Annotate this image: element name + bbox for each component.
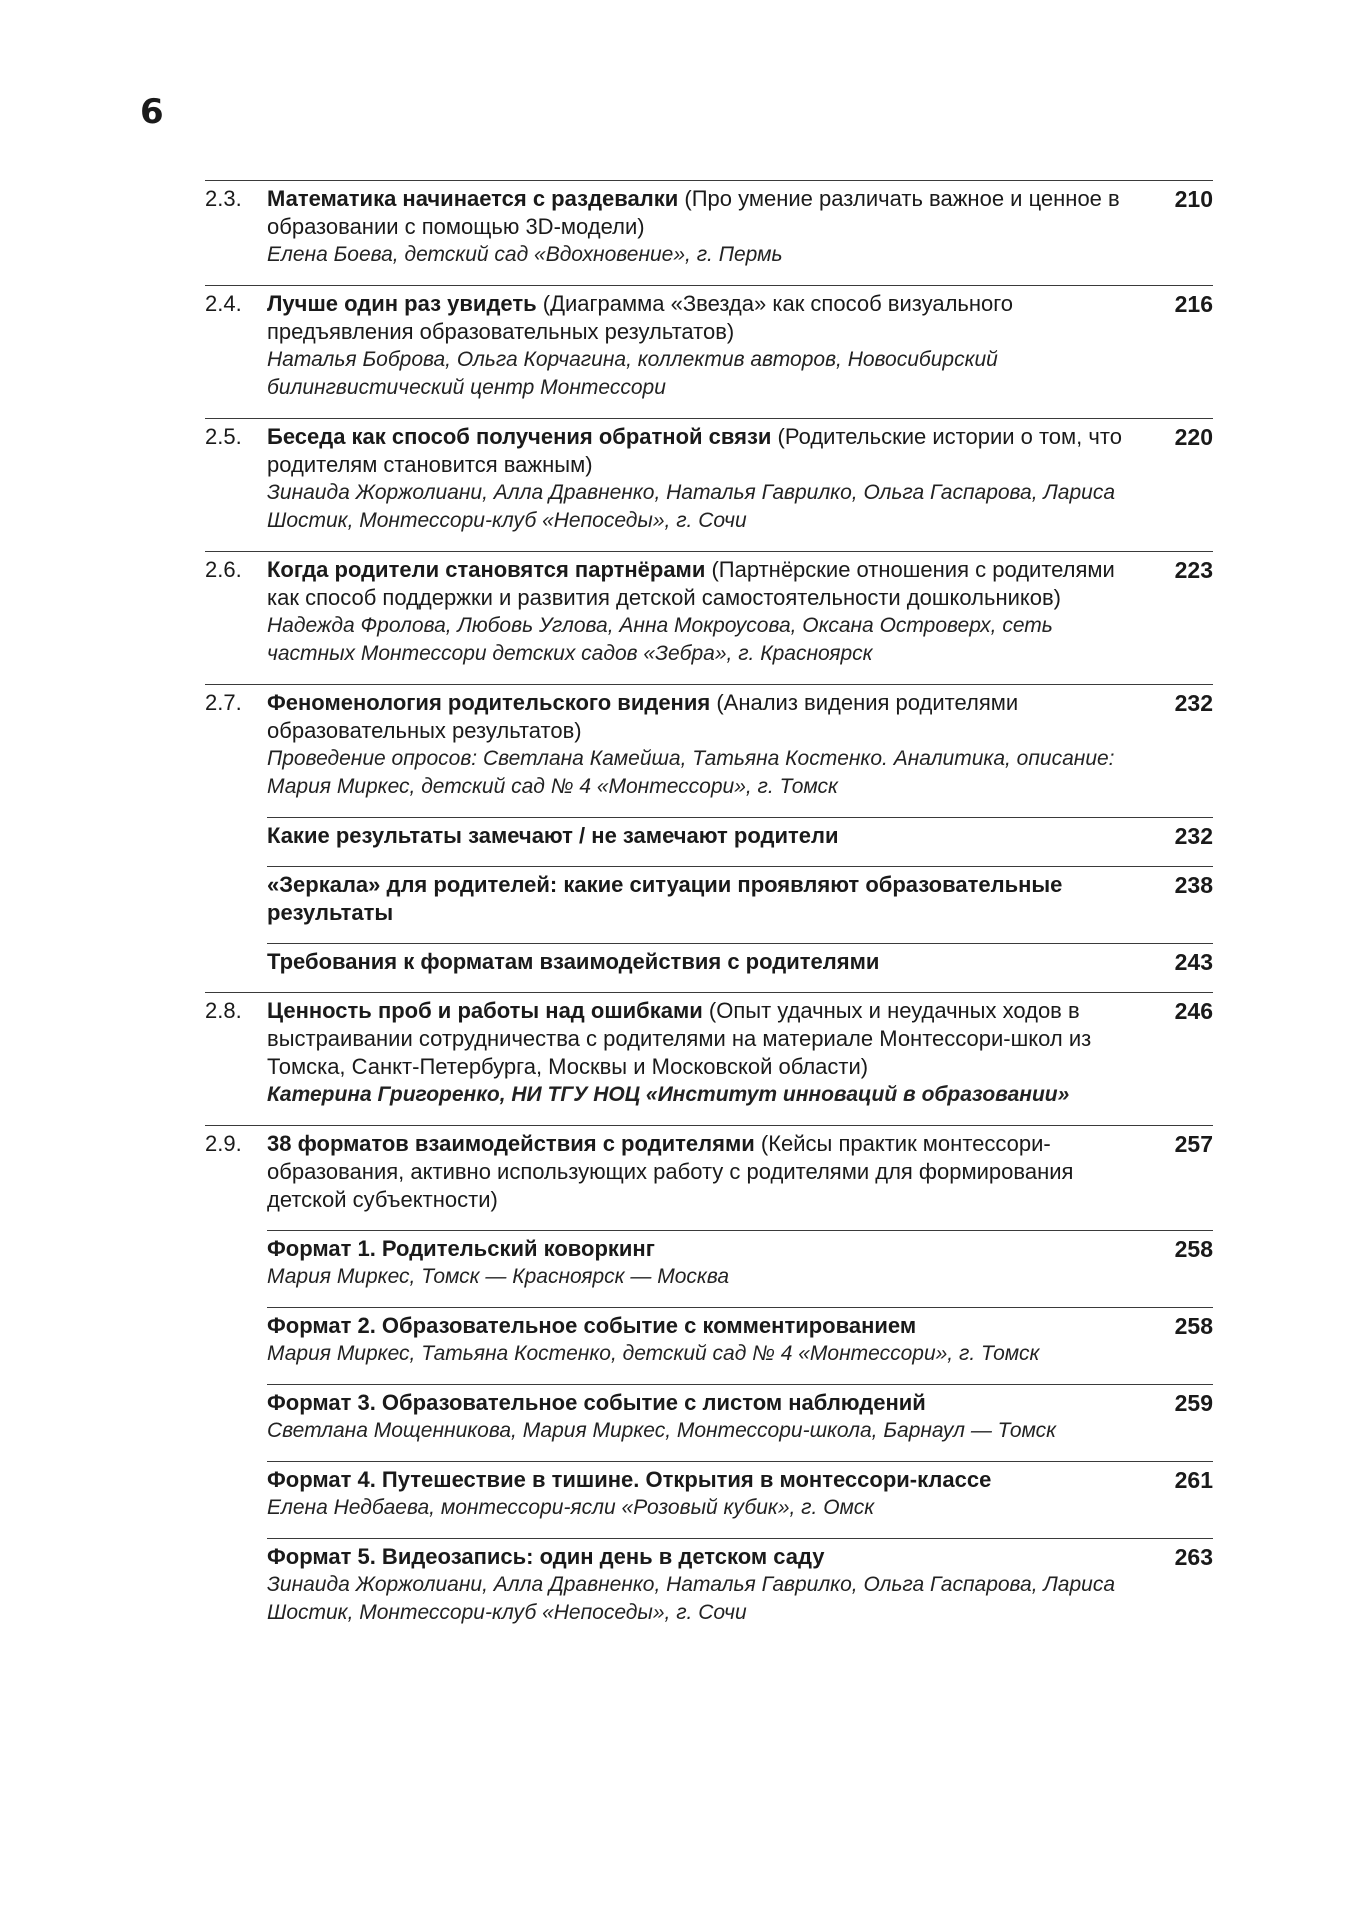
entry-body <box>267 1466 1143 1522</box>
entry-title: Математика начинается с раздевалки <box>267 186 679 211</box>
entry-body <box>267 423 1143 535</box>
entry-title: Беседа как способ получения обратной связи <box>267 424 772 449</box>
page-number: 6 <box>140 92 164 132</box>
entry-heading <box>267 290 1123 346</box>
section-number: 2.3. <box>205 186 242 211</box>
entry-title: Какие результаты замечают / не замечают родители <box>267 823 839 848</box>
entry-authors: Зинаида Жоржолиани, Алла Дравненко, Наталья Гаврилко, Ольга Гаспарова, Лариса Шостик, Монтессори-клуб «Непоседы», г. Сочи <box>267 1573 1116 1624</box>
entry-authors: Светлана Мощенникова, Мария Миркес, Монтессори-школа, Барнаул — Томск <box>267 1419 1057 1442</box>
entry-body <box>267 1130 1143 1214</box>
entry-body <box>267 1312 1143 1368</box>
entry-heading <box>267 997 1123 1081</box>
entry-page-number: 210 <box>1174 186 1213 212</box>
entry-title: Формат 3. Образовательное событие с листом наблюдений <box>267 1390 926 1415</box>
entry-description: (Анализ видения родителями образовательных результатов) <box>267 690 1019 743</box>
section-number: 2.6. <box>205 557 242 582</box>
section-number: 2.9. <box>205 1131 242 1156</box>
entry-heading <box>267 1130 1123 1214</box>
section-number: 2.5. <box>205 424 242 449</box>
entry-title: Феноменология родительского видения <box>267 690 711 715</box>
entry-heading <box>267 423 1123 479</box>
entry-body <box>267 871 1143 927</box>
toc-entry[interactable] <box>205 684 1213 817</box>
toc-subentry[interactable] <box>267 1538 1213 1643</box>
entry-body <box>267 1389 1143 1445</box>
entry-description: (Опыт удачных и неудачных ходов в выстраивании сотрудничества с родителями на материале Монтессори-школ из Томска, Санкт-Петербурга, Москвы и Московской области) <box>267 998 1092 1079</box>
toc-subentry[interactable] <box>267 1384 1213 1461</box>
entry-title: Лучше один раз увидеть <box>267 291 537 316</box>
entry-heading <box>267 1543 1123 1571</box>
entry-page-number: 246 <box>1174 998 1213 1024</box>
entry-body <box>267 1543 1143 1627</box>
entry-body <box>267 948 1143 976</box>
entry-description: (Родительские истории о том, что родителям становится важным) <box>267 424 1122 477</box>
entry-page-number: 238 <box>1174 872 1213 898</box>
entry-authors: Мария Миркес, Томск — Красноярск — Москва <box>267 1265 730 1288</box>
toc-entry[interactable] <box>205 180 1213 285</box>
entry-page-number: 257 <box>1174 1131 1213 1157</box>
entry-page-number: 216 <box>1174 291 1213 317</box>
section-number: 2.8. <box>205 998 242 1023</box>
entry-description: (Кейсы практик монтессори-образования, активно использующих работу с родителями для формирования детской субъектности) <box>267 1131 1074 1212</box>
entry-page-number: 261 <box>1174 1467 1213 1493</box>
entry-body <box>267 185 1143 269</box>
entry-title: Когда родители становятся партнёрами <box>267 557 706 582</box>
entry-title: Формат 1. Родительский коворкинг <box>267 1236 655 1261</box>
entry-heading <box>267 1312 1123 1340</box>
entry-description: (Партнёрские отношения с родителями как способ поддержки и развития детской самостоятельности дошкольников) <box>267 557 1115 610</box>
entry-page-number: 258 <box>1174 1236 1213 1262</box>
entry-title: Ценность проб и работы над ошибками <box>267 998 703 1023</box>
entry-heading <box>267 185 1123 241</box>
toc-entry[interactable] <box>205 1125 1213 1230</box>
entry-authors: Мария Миркес, Татьяна Костенко, детский сад № 4 «Монтессори», г. Томск <box>267 1342 1040 1365</box>
entry-page-number: 232 <box>1174 823 1213 849</box>
entry-body <box>267 290 1143 402</box>
entry-page-number: 263 <box>1174 1544 1213 1570</box>
toc-entry[interactable] <box>205 285 1213 418</box>
entry-description: (Про умение различать важное и ценное в образовании с помощью 3D-модели) <box>267 186 1120 239</box>
entry-heading <box>267 948 1123 976</box>
entry-heading <box>267 689 1123 745</box>
toc-subentry[interactable] <box>267 817 1213 866</box>
entry-body <box>267 689 1143 801</box>
entry-body <box>267 997 1143 1109</box>
toc-entry[interactable] <box>205 992 1213 1125</box>
entry-heading <box>267 1466 1123 1494</box>
entry-body <box>267 556 1143 668</box>
entry-authors: Проведение опросов: Светлана Камейша, Татьяна Костенко. Аналитика, описание: Мария Миркес, детский сад № 4 «Монтессори», г. Томск <box>267 747 1115 798</box>
entry-title: Формат 5. Видеозапись: один день в детском саду <box>267 1544 825 1569</box>
toc-entry[interactable] <box>205 551 1213 684</box>
toc-entry[interactable] <box>205 418 1213 551</box>
entry-heading <box>267 556 1123 612</box>
entry-title: Формат 2. Образовательное событие с комментированием <box>267 1313 917 1338</box>
toc-subentry[interactable] <box>267 1461 1213 1538</box>
entry-page-number: 232 <box>1174 690 1213 716</box>
entry-page-number: 243 <box>1174 949 1213 975</box>
entry-description: (Диаграмма «Звезда» как способ визуального предъявления образовательных результатов) <box>267 291 1014 344</box>
toc-subentry[interactable] <box>267 943 1213 992</box>
toc-subentry[interactable] <box>267 866 1213 943</box>
entry-page-number: 259 <box>1174 1390 1213 1416</box>
entry-title: Требования к форматам взаимодействия с родителями <box>267 949 880 974</box>
entry-title: 38 форматов взаимодействия с родителями <box>267 1131 755 1156</box>
entry-authors: Елена Боева, детский сад «Вдохновение», г. Пермь <box>267 243 783 266</box>
entry-title: Формат 4. Путешествие в тишине. Открытия в монтессори-классе <box>267 1467 992 1492</box>
section-number: 2.7. <box>205 690 242 715</box>
table-of-contents <box>205 180 1213 1643</box>
section-number: 2.4. <box>205 291 242 316</box>
entry-heading <box>267 1389 1123 1417</box>
entry-page-number: 258 <box>1174 1313 1213 1339</box>
toc-subentry[interactable] <box>267 1230 1213 1307</box>
entry-authors: Зинаида Жоржолиани, Алла Дравненко, Наталья Гаврилко, Ольга Гаспарова, Лариса Шостик, Монтессори-клуб «Непоседы», г. Сочи <box>267 481 1116 532</box>
entry-authors: Наталья Боброва, Ольга Корчагина, коллектив авторов, Новосибирский билингвистический центр Монтессори <box>267 348 998 399</box>
entry-page-number: 220 <box>1174 424 1213 450</box>
entry-heading <box>267 871 1123 927</box>
entry-heading <box>267 822 1123 850</box>
entry-page-number: 223 <box>1174 557 1213 583</box>
entry-title: «Зеркала» для родителей: какие ситуации проявляют образовательные результаты <box>267 872 1063 925</box>
entry-body <box>267 1235 1143 1291</box>
entry-authors: Надежда Фролова, Любовь Углова, Анна Мокроусова, Оксана Островерх, сеть частных Монтессори детских садов «Зебра», г. Красноярск <box>267 614 1053 665</box>
entry-body <box>267 822 1143 850</box>
entry-authors: Катерина Григоренко, НИ ТГУ НОЦ «Институт инноваций в образовании» <box>267 1083 1070 1106</box>
entry-heading <box>267 1235 1123 1263</box>
entry-authors: Елена Недбаева, монтессори-ясли «Розовый кубик», г. Омск <box>267 1496 875 1519</box>
toc-subentry[interactable] <box>267 1307 1213 1384</box>
